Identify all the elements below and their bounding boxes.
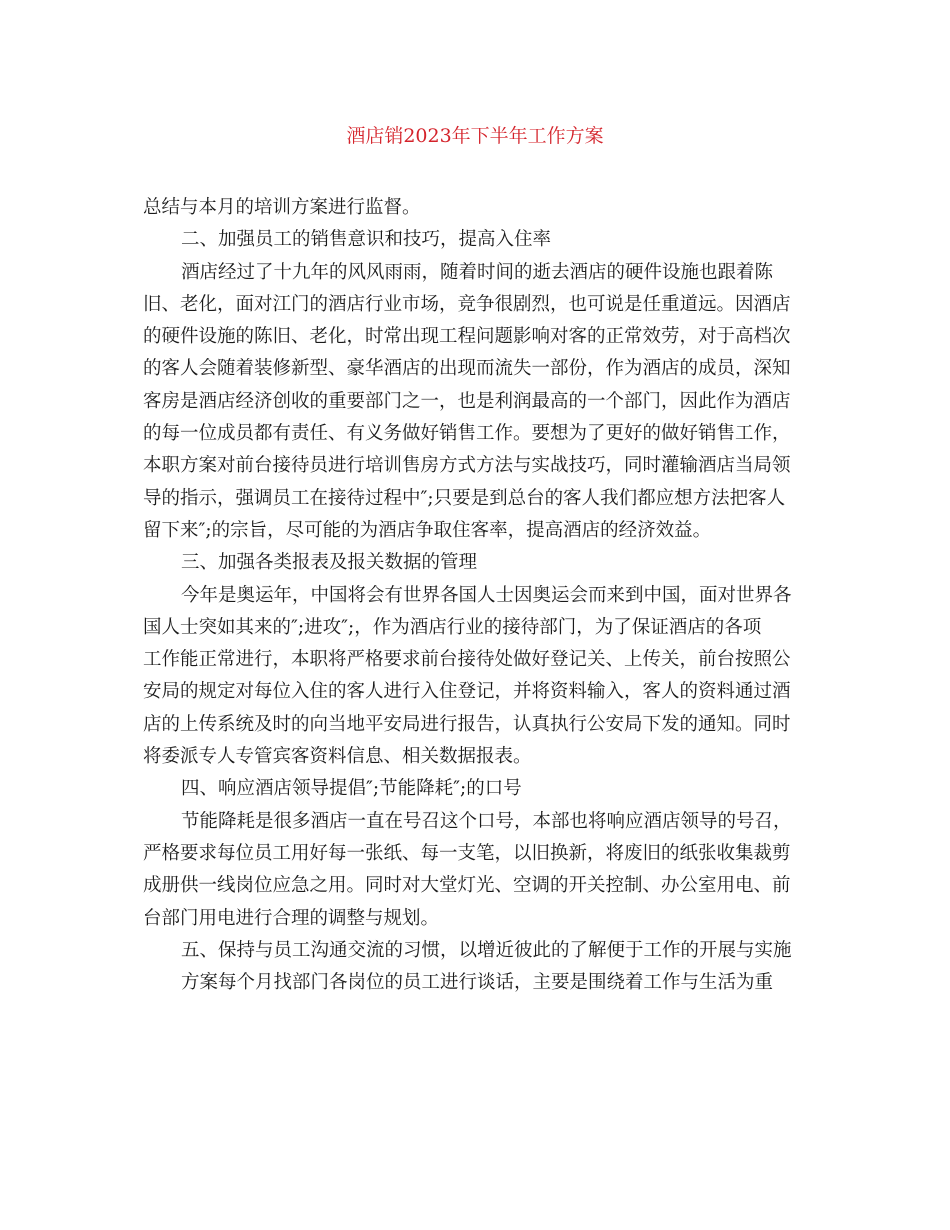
- paragraph-line: 国人士突如其来的″;进攻″;，作为酒店行业的接待部门，为了保证酒店的各项: [143, 616, 762, 638]
- paragraph-line: 台部门用电进行合理的调整与规划。: [143, 907, 440, 929]
- paragraph-line: 五、保持与员工沟通交流的习惯，以增近彼此的了解便于工作的开展与实施: [181, 939, 792, 961]
- paragraph-line: 的客人会随着装修新型、豪华酒店的出现而流失一部份，作为酒店的成员，深知: [143, 358, 791, 380]
- paragraph-line: 客房是酒店经济创收的重要部门之一，也是利润最高的一个部门，因此作为酒店: [143, 390, 791, 412]
- paragraph-line: 店的上传系统及时的向当地平安局进行报告，认真执行公安局下发的通知。同时: [143, 713, 791, 735]
- paragraph-line: 四、响应酒店领导提倡″;节能降耗″;的口号: [181, 778, 522, 800]
- paragraph-line: 方案每个月找部门各岗位的员工进行谈话，主要是围绕着工作与生活为重: [181, 972, 774, 994]
- paragraph-line: 本职方案对前台接待员进行培训售房方式方法与实战技巧，同时灌输酒店当局领: [143, 455, 791, 477]
- paragraph-line: 留下来″;的宗旨，尽可能的为酒店争取住客率，提高酒店的经济效益。: [143, 519, 712, 541]
- paragraph-line: 今年是奥运年，中国将会有世界各国人士因奥运会而来到中国，面对世界各: [181, 584, 792, 606]
- document-body: [143, 192, 807, 999]
- document-title: 酒店销2023年下半年工作方案: [346, 125, 604, 147]
- paragraph-line: 节能降耗是很多酒店一直在号召这个口号，本部也将响应酒店领导的号召，: [181, 810, 792, 832]
- paragraph-line: 酒店经过了十九年的风风雨雨，随着时间的逝去酒店的硬件设施也跟着陈: [181, 261, 774, 283]
- paragraph-line: 工作能正常进行，本职将严格要求前台接待处做好登记关、上传关，前台按照公: [143, 649, 791, 671]
- paragraph-line: 二、加强员工的销售意识和技巧，提高入住率: [181, 229, 552, 251]
- paragraph-line: 成册供一线岗位应急之用。同时对大堂灯光、空调的开关控制、办公室用电、前: [143, 875, 791, 897]
- paragraph-line: 总结与本月的培训方案进行监督。: [143, 197, 421, 218]
- paragraph-line: 安局的规定对每位入住的客人进行入住登记，并将资料输入，客人的资料通过酒: [143, 681, 791, 703]
- paragraph-line: 的每一位成员都有责任、有义务做好销售工作。要想为了更好的做好销售工作，: [143, 423, 791, 445]
- paragraph-line: 将委派专人专管宾客资料信息、相关数据报表。: [143, 746, 532, 768]
- paragraph-line: 严格要求每位员工用好每一张纸、每一支笔，以旧换新，将废旧的纸张收集裁剪: [143, 842, 791, 864]
- paragraph-line: 导的指示，强调员工在接待过程中″;只要是到总台的客人我们都应想方法把客人: [143, 487, 786, 509]
- paragraph-line: 的硬件设施的陈旧、老化，时常出现工程问题影响对客的正常效劳，对于高档次: [143, 326, 791, 348]
- paragraph-line: 旧、老化，面对江门的酒店行业市场，竞争很剧烈，也可说是任重道远。因酒店: [143, 293, 791, 315]
- paragraph-line: 三、加强各类报表及报关数据的管理: [181, 552, 478, 574]
